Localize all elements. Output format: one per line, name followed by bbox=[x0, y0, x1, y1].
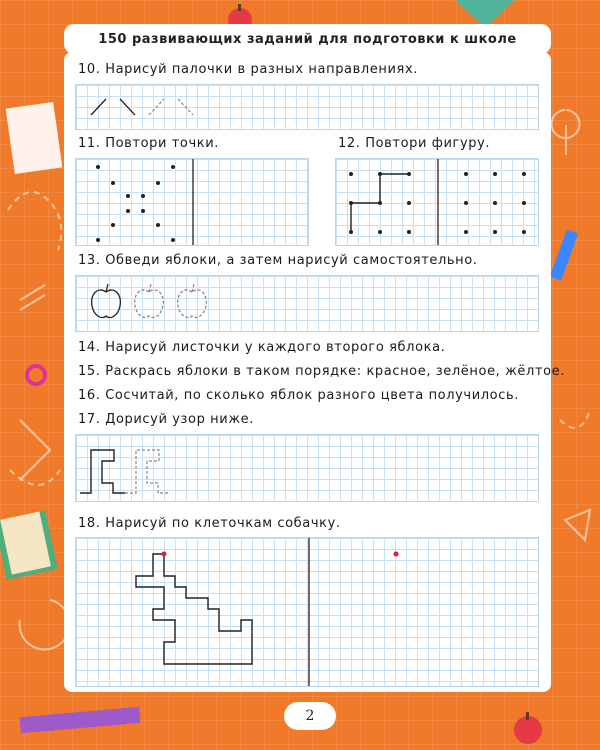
task-13-grid[interactable] bbox=[75, 275, 539, 332]
task-17-title: 17. Дорисуй узор ниже. bbox=[78, 412, 254, 427]
zigzag-pattern bbox=[76, 435, 538, 501]
task-11-title: 11. Повтори точки. bbox=[78, 136, 219, 151]
task-18-grid[interactable] bbox=[75, 537, 539, 687]
task-10-grid[interactable] bbox=[75, 84, 539, 130]
task-16-title: 16. Сосчитай, по сколько яблок разного цвета получилось. bbox=[78, 388, 519, 403]
task-10-title: 10. Нарисуй палочки в разных направлениях. bbox=[78, 62, 418, 77]
task-13-title: 13. Обведи яблоки, а затем нарисуй самостоятельно. bbox=[78, 253, 478, 268]
figure-pattern bbox=[336, 159, 538, 245]
task-18-title: 18. Нарисуй по клеточкам собачку. bbox=[78, 516, 341, 531]
task-14-title: 14. Нарисуй листочки у каждого второго яблока. bbox=[78, 340, 446, 355]
task-11-grid[interactable] bbox=[75, 158, 309, 246]
task-17-grid[interactable] bbox=[75, 434, 539, 502]
dog-pattern bbox=[76, 538, 538, 686]
task-12-grid[interactable] bbox=[335, 158, 539, 246]
page-number: 2 bbox=[284, 702, 336, 730]
task-12-title: 12. Повтори фигуру. bbox=[338, 136, 491, 151]
dots-pattern bbox=[76, 159, 308, 245]
task-15-title: 15. Раскрась яблоки в таком порядке: красное, зелёное, жёлтое. bbox=[78, 364, 566, 379]
page-header-title: 150 развивающих заданий для подготовки к школе bbox=[64, 24, 551, 54]
apples-pattern bbox=[76, 276, 538, 331]
sticks-pattern bbox=[76, 85, 538, 129]
